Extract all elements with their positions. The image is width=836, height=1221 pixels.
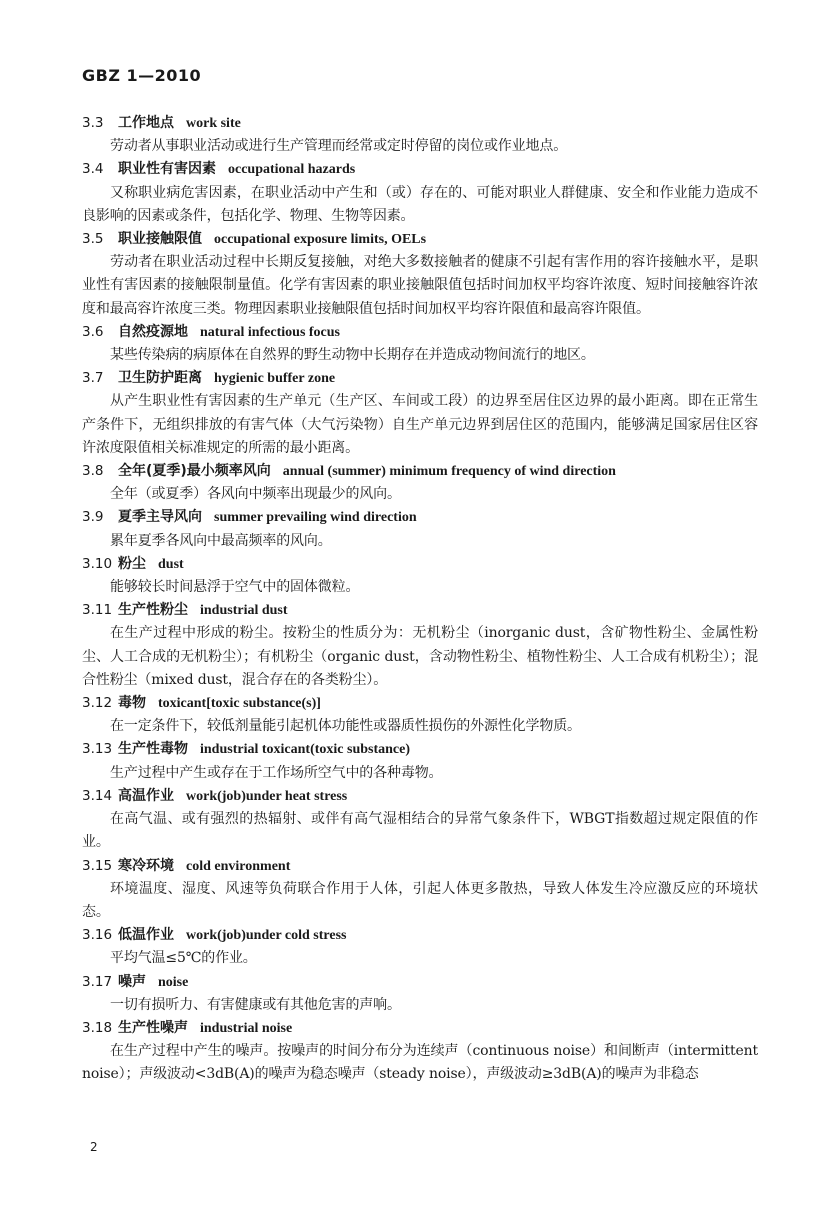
term-number: 3.13 bbox=[82, 741, 113, 758]
term-entry bbox=[82, 367, 758, 460]
term-number: 3.18 bbox=[82, 1019, 113, 1036]
term-definition: 全年（或夏季）各风向中频率出现最少的风向。 bbox=[110, 486, 401, 503]
term-chinese: 寒冷环境 bbox=[118, 857, 174, 874]
term-entry bbox=[82, 971, 758, 1017]
term-definition: 平均气温≤5℃的作业。 bbox=[110, 950, 257, 967]
term-definition: 又称职业病危害因素，在职业活动中产生和（或）存在的、可能对职业人群健康、安全和作业能力造成不良影响的因素或条件，包括化学、物理、生物等因素。 bbox=[82, 184, 758, 224]
term-entry bbox=[82, 460, 758, 506]
term-english: toxicant[toxic substance(s)] bbox=[158, 696, 321, 712]
term-english: natural infectious focus bbox=[200, 324, 340, 340]
term-definition: 能够较长时间悬浮于空气中的固体微粒。 bbox=[110, 579, 360, 596]
term-chinese: 生产性粉尘 bbox=[118, 602, 188, 619]
term-number: 3.8 bbox=[82, 463, 104, 480]
term-entry bbox=[82, 228, 758, 321]
term-heading bbox=[82, 506, 758, 529]
term-definition: 某些传染病的病原体在自然界的野生动物中长期存在并造成动物间流行的地区。 bbox=[110, 347, 595, 364]
term-entry bbox=[82, 599, 758, 692]
term-entry bbox=[82, 158, 758, 228]
term-number: 3.7 bbox=[82, 370, 104, 387]
term-chinese: 高温作业 bbox=[118, 787, 174, 804]
term-definition: 劳动者在职业活动过程中长期反复接触，对绝大多数接触者的健康不引起有害作用的容许接触水平，是职业性有害因素的接触限制量值。化学有害因素的职业接触限值包括时间加权平均容许浓度、短时间接触容许浓度和最高容许浓度三类。物理因素职业接触限值包括时间加权平均容许限值和最高容许限值。 bbox=[82, 254, 758, 317]
terms-list bbox=[82, 112, 758, 1087]
term-chinese: 工作地点 bbox=[118, 115, 174, 131]
term-number: 3.15 bbox=[82, 857, 113, 874]
term-heading bbox=[82, 1017, 758, 1040]
term-chinese: 低温作业 bbox=[118, 927, 174, 944]
term-chinese: 噪声 bbox=[118, 973, 146, 990]
term-english: work site bbox=[186, 116, 241, 131]
term-english: summer prevailing wind direction bbox=[214, 510, 417, 526]
term-heading bbox=[82, 460, 758, 483]
term-number: 3.6 bbox=[82, 323, 104, 340]
term-heading bbox=[82, 553, 758, 576]
term-english: industrial noise bbox=[200, 1020, 293, 1036]
term-english: annual (summer) minimum frequency of wind direction bbox=[282, 464, 616, 480]
term-entry bbox=[82, 112, 758, 158]
term-definition: 在生产过程中产生的噪声。按噪声的时间分布分为连续声（continuous noise）和间断声（intermittent noise）；声级波动<3dB(A)的噪声为稳态噪声（steady noise），声级波动≥3dB(A)的噪声为非稳态 bbox=[82, 1043, 758, 1083]
term-number: 3.10 bbox=[82, 555, 113, 572]
term-english: noise bbox=[158, 974, 189, 990]
term-number: 3.5 bbox=[82, 231, 104, 248]
term-english: hygienic buffer zone bbox=[214, 371, 336, 387]
term-heading bbox=[82, 738, 758, 761]
term-heading bbox=[82, 855, 758, 878]
term-number: 3.12 bbox=[82, 695, 113, 712]
term-heading bbox=[82, 367, 758, 390]
term-definition: 一切有损听力、有害健康或有其他危害的声响。 bbox=[110, 996, 401, 1013]
term-english: dust bbox=[158, 556, 184, 572]
term-chinese: 生产性毒物 bbox=[118, 741, 188, 758]
term-definition: 从产生职业性有害因素的生产单元（生产区、车间或工段）的边界至居住区边界的最小距离。即在正常生产条件下，无组织排放的有害气体（大气污染物）自生产单元边界到居住区的范围内，能够满足国家居住区容许浓度限值相关标准规定的所需的最小距离。 bbox=[82, 393, 758, 456]
term-entry bbox=[82, 738, 758, 784]
term-entry bbox=[82, 553, 758, 599]
standard-number: GBZ 1—2010 bbox=[82, 66, 202, 85]
term-definition: 在高气温、或有强烈的热辐射、或伴有高气湿相结合的异常气象条件下，WBGT指数超过规定限值的作业。 bbox=[82, 811, 758, 851]
term-heading bbox=[82, 971, 758, 994]
term-definition: 在生产过程中形成的粉尘。按粉尘的性质分为：无机粉尘（inorganic dust，含矿物性粉尘、金属性粉尘、人工合成的无机粉尘）；有机粉尘（organic dust，含动物性粉尘、植物性粉尘、人工合成有机粉尘）；混合性粉尘（mixed dust，混合存在的各类粉尘）。 bbox=[82, 625, 758, 688]
term-chinese: 职业性有害因素 bbox=[118, 161, 216, 178]
term-heading bbox=[82, 692, 758, 715]
term-entry bbox=[82, 1017, 758, 1087]
term-english: cold environment bbox=[186, 858, 291, 874]
term-number: 3.4 bbox=[82, 161, 104, 178]
term-chinese: 卫生防护距离 bbox=[118, 370, 202, 387]
term-number: 3.3 bbox=[82, 115, 104, 131]
term-chinese: 粉尘 bbox=[118, 555, 146, 572]
term-entry bbox=[82, 785, 758, 855]
term-chinese: 毒物 bbox=[118, 695, 146, 712]
term-heading bbox=[82, 321, 758, 344]
term-heading bbox=[82, 112, 758, 135]
term-chinese: 夏季主导风向 bbox=[118, 509, 202, 526]
term-heading bbox=[82, 158, 758, 181]
term-entry bbox=[82, 692, 758, 738]
term-number: 3.16 bbox=[82, 927, 113, 944]
term-number: 3.9 bbox=[82, 509, 104, 526]
term-english: work(job)under cold stress bbox=[186, 928, 347, 944]
term-chinese: 生产性噪声 bbox=[118, 1019, 188, 1036]
term-definition: 劳动者从事职业活动或进行生产管理而经常或定时停留的岗位或作业地点。 bbox=[110, 138, 568, 155]
term-number: 3.17 bbox=[82, 973, 113, 990]
term-entry bbox=[82, 321, 758, 367]
term-chinese: 自然疫源地 bbox=[118, 323, 188, 340]
term-chinese: 职业接触限值 bbox=[118, 231, 202, 248]
term-definition: 生产过程中产生或存在于工作场所空气中的各种毒物。 bbox=[110, 764, 443, 781]
term-definition: 环境温度、湿度、风速等负荷联合作用于人体，引起人体更多散热，导致人体发生冷应激反应的环境状态。 bbox=[82, 880, 758, 920]
term-chinese: 全年(夏季)最小频率风向 bbox=[118, 463, 271, 480]
term-heading bbox=[82, 599, 758, 622]
term-english: occupational hazards bbox=[228, 162, 356, 178]
term-english: occupational exposure limits, OELs bbox=[214, 232, 427, 248]
term-number: 3.11 bbox=[82, 602, 113, 619]
term-entry bbox=[82, 924, 758, 970]
term-heading bbox=[82, 228, 758, 251]
page-number: 2 bbox=[90, 1140, 98, 1154]
term-definition: 在一定条件下，较低剂量能引起机体功能性或器质性损伤的外源性化学物质。 bbox=[110, 718, 581, 735]
term-heading bbox=[82, 785, 758, 808]
term-entry bbox=[82, 855, 758, 925]
term-heading bbox=[82, 924, 758, 947]
term-english: industrial toxicant(toxic substance) bbox=[200, 742, 410, 758]
term-english: work(job)under heat stress bbox=[186, 788, 348, 804]
term-english: industrial dust bbox=[200, 603, 288, 619]
term-definition: 累年夏季各风向中最高频率的风向。 bbox=[110, 532, 332, 549]
term-number: 3.14 bbox=[82, 787, 113, 804]
term-entry bbox=[82, 506, 758, 552]
